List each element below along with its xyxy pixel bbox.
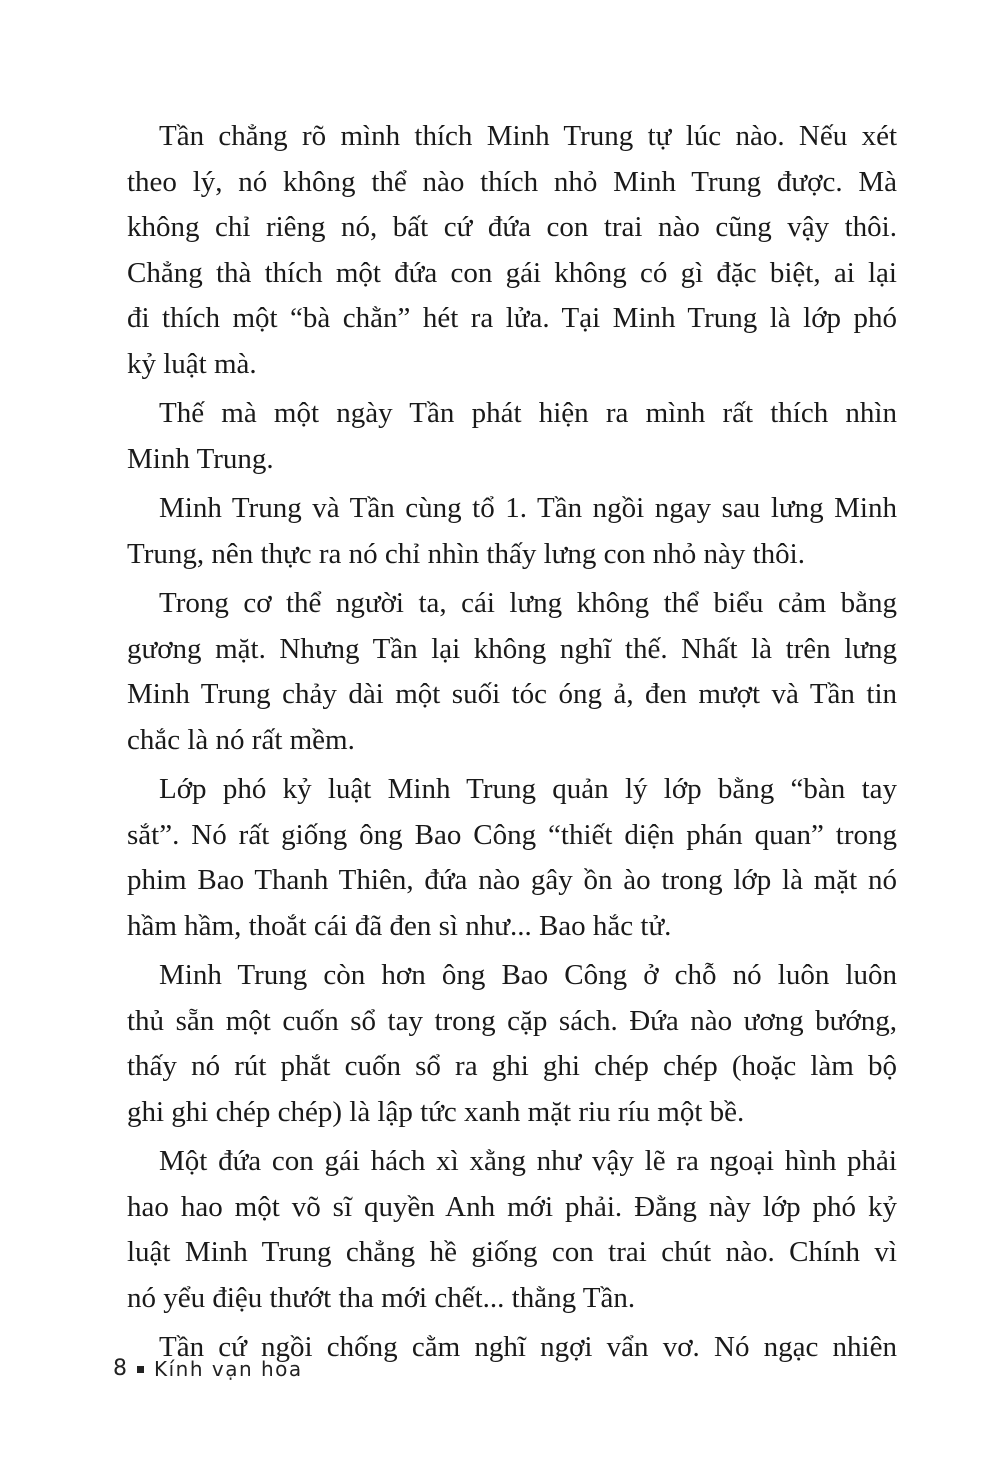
text-line: kỷ luật mà. bbox=[127, 347, 257, 380]
text-line: phim Bao Thanh Thiên, đứa nào gây ồn ào trong lớp là mặt nó bbox=[127, 864, 897, 896]
paragraph bbox=[127, 114, 897, 387]
text-line: thấy nó rút phắt cuốn sổ ra ghi ghi chép chép (hoặc làm bộ bbox=[127, 1050, 897, 1082]
text-line: ghi ghi chép chép) là lập tức xanh mặt riu ríu một bề. bbox=[127, 1095, 745, 1128]
text-line: Thế mà một ngày Tần phát hiện ra mình rất thích nhìn bbox=[159, 397, 897, 429]
paragraph bbox=[127, 391, 897, 482]
text-line: Minh Trung chảy dài một suối tóc óng ả, đen mượt và Tần tin bbox=[127, 678, 897, 710]
text-line: hầm hầm, thoắt cái đã đen sì như... Bao hắc tử. bbox=[127, 909, 672, 942]
text-line: Minh Trung. bbox=[127, 442, 274, 475]
text-line: Minh Trung còn hơn ông Bao Công ở chỗ nó luôn luôn bbox=[159, 959, 897, 991]
square-bullet-icon bbox=[137, 1366, 144, 1373]
text-line: Chẳng thà thích một đứa con gái không có gì đặc biệt, ai lại bbox=[127, 256, 897, 289]
text-line: hao hao một võ sĩ quyền Anh mới phải. Đằng này lớp phó kỷ bbox=[127, 1190, 897, 1223]
text-line: Tần cứ ngồi chống cằm nghĩ ngợi vẩn vơ. Nó ngạc nhiên bbox=[159, 1331, 897, 1363]
body-text bbox=[127, 114, 897, 1375]
page-footer bbox=[113, 1356, 303, 1382]
text-line: chắc là nó rất mềm. bbox=[127, 723, 355, 756]
text-line: không chỉ riêng nó, bất cứ đứa con trai nào cũng vậy thôi. bbox=[127, 211, 897, 243]
text-line: Một đứa con gái hách xì xằng như vậy lẽ ra ngoại hình phải bbox=[159, 1145, 897, 1177]
paragraph bbox=[127, 953, 897, 1135]
text-line: gương mặt. Nhưng Tần lại không nghĩ thế. Nhất là trên lưng bbox=[127, 632, 897, 665]
text-line: nó yểu điệu thướt tha mới chết... thằng Tần. bbox=[127, 1281, 636, 1314]
text-line: Lớp phó kỷ luật Minh Trung quản lý lớp bằng “bàn tay bbox=[159, 773, 897, 805]
book-title: Kính vạn hoa bbox=[154, 1357, 303, 1381]
paragraph bbox=[127, 767, 897, 949]
text-line: thủ sẵn một cuốn sổ tay trong cặp sách. Đứa nào ương bướng, bbox=[127, 1004, 897, 1037]
text-line: Tần chẳng rõ mình thích Minh Trung tự lúc nào. Nếu xét bbox=[159, 120, 897, 152]
paragraph bbox=[127, 1139, 897, 1321]
page-number: 8 bbox=[113, 1356, 127, 1381]
text-line: luật Minh Trung chẳng hề giống con trai chút nào. Chính vì bbox=[127, 1236, 897, 1268]
text-line: sắt”. Nó rất giống ông Bao Công “thiết diện phán quan” trong bbox=[127, 818, 897, 851]
paragraph bbox=[127, 486, 897, 577]
paragraph bbox=[127, 581, 897, 763]
text-line: Trung, nên thực ra nó chỉ nhìn thấy lưng con nhỏ này thôi. bbox=[127, 537, 805, 570]
text-line: đi thích một “bà chằn” hét ra lửa. Tại Minh Trung là lớp phó bbox=[127, 302, 897, 334]
text-line: theo lý, nó không thể nào thích nhỏ Minh Trung được. Mà bbox=[127, 165, 897, 198]
text-line: Trong cơ thể người ta, cái lưng không thể biểu cảm bằng bbox=[159, 587, 897, 619]
text-line: Minh Trung và Tần cùng tổ 1. Tần ngồi ngay sau lưng Minh bbox=[159, 492, 897, 524]
